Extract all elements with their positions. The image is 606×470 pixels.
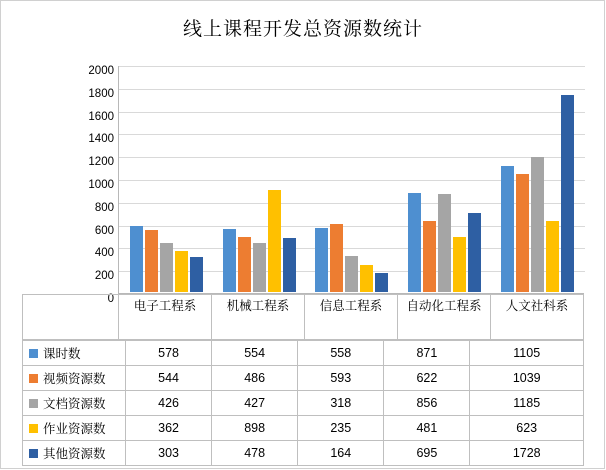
bar-group <box>398 66 491 292</box>
table-cell: 856 <box>384 391 470 416</box>
category-axis-labels <box>118 294 584 340</box>
table-cell: 558 <box>298 341 384 366</box>
y-tick-label: 1400 <box>88 133 114 146</box>
table-cell: 486 <box>212 366 298 391</box>
legend-swatch-icon <box>29 449 38 458</box>
bar-groups <box>120 66 584 292</box>
y-tick-label: 1600 <box>88 110 114 123</box>
y-tick-label: 600 <box>94 224 114 237</box>
y-tick-label: 1000 <box>88 179 114 191</box>
y-tick-label: 400 <box>94 247 114 260</box>
bar <box>360 265 373 292</box>
legend-label: 课时数 <box>43 347 81 361</box>
bar <box>468 213 481 292</box>
table-cell: 426 <box>126 391 212 416</box>
legend-label: 视频资源数 <box>43 372 106 386</box>
y-tick-label: 2000 <box>88 65 114 77</box>
legend-swatch-icon <box>29 349 38 358</box>
table-cell: 554 <box>212 341 298 366</box>
bar-group <box>120 66 213 292</box>
table-cell: 1185 <box>470 391 584 416</box>
table-row <box>23 441 584 466</box>
category-label: 自动化工程系 <box>398 294 491 340</box>
table-cell: 1105 <box>470 341 584 366</box>
table-cell: 623 <box>470 416 584 441</box>
legend-label: 文档资源数 <box>43 397 106 411</box>
legend-swatch-icon <box>29 424 38 433</box>
bar <box>423 221 436 292</box>
bar <box>546 221 559 292</box>
table-cell: 578 <box>126 341 212 366</box>
bar <box>160 243 173 292</box>
category-header-pad <box>22 294 118 340</box>
table-cell: 362 <box>126 416 212 441</box>
table-cell: 481 <box>384 416 470 441</box>
bar <box>531 157 544 292</box>
bar <box>268 190 281 292</box>
legend-swatch-icon <box>29 399 38 408</box>
legend-entry <box>23 366 126 391</box>
table-row <box>23 391 584 416</box>
table-cell: 544 <box>126 366 212 391</box>
bar-group <box>491 66 584 292</box>
bar <box>190 257 203 292</box>
bar <box>253 243 266 292</box>
table-cell: 898 <box>212 416 298 441</box>
legend-entry <box>23 391 126 416</box>
bar <box>438 194 451 292</box>
y-axis-tick-labels <box>64 60 114 305</box>
bar <box>175 251 188 292</box>
table-cell: 1728 <box>470 441 584 466</box>
bar <box>238 237 251 292</box>
table-row <box>23 341 584 366</box>
legend-entry <box>23 416 126 441</box>
table-cell: 303 <box>126 441 212 466</box>
table-row <box>23 366 584 391</box>
bar <box>283 238 296 292</box>
table-cell: 593 <box>298 366 384 391</box>
bar-group <box>306 66 399 292</box>
legend-label: 其他资源数 <box>43 447 106 461</box>
y-tick-label: 1800 <box>88 87 114 100</box>
table-cell: 427 <box>212 391 298 416</box>
table-cell: 622 <box>384 366 470 391</box>
bar-group <box>213 66 306 292</box>
table-cell: 478 <box>212 441 298 466</box>
category-label: 机械工程系 <box>212 294 305 340</box>
table-cell: 1039 <box>470 366 584 391</box>
category-label: 信息工程系 <box>305 294 398 340</box>
plot-axes <box>118 66 584 294</box>
bar <box>561 95 574 292</box>
table-row <box>23 416 584 441</box>
legend-swatch-icon <box>29 374 38 383</box>
bar <box>145 230 158 292</box>
bar <box>501 166 514 292</box>
bar <box>223 229 236 292</box>
bar <box>516 174 529 292</box>
y-tick-label: 1200 <box>88 156 114 169</box>
bar <box>408 193 421 292</box>
bar <box>375 273 388 292</box>
legend-entry <box>23 441 126 466</box>
chart-title: 线上课程开发总资源数统计 <box>182 19 423 40</box>
table-cell: 318 <box>298 391 384 416</box>
y-tick-label: 800 <box>94 201 114 214</box>
bar <box>453 237 466 292</box>
bar <box>315 228 328 292</box>
y-tick-label: 200 <box>94 270 114 283</box>
bar <box>330 224 343 292</box>
table-cell: 695 <box>384 441 470 466</box>
plot-area <box>118 66 584 294</box>
table-cell: 235 <box>298 416 384 441</box>
category-label: 电子工程系 <box>118 294 212 340</box>
legend-entry <box>23 341 126 366</box>
bar <box>345 256 358 292</box>
table-cell: 164 <box>298 441 384 466</box>
bar <box>130 226 143 292</box>
category-label: 人文社科系 <box>491 294 584 340</box>
table-cell: 871 <box>384 341 470 366</box>
y-tick-label: 0 <box>107 293 114 305</box>
data-table <box>22 340 584 466</box>
legend-label: 作业资源数 <box>43 422 106 436</box>
